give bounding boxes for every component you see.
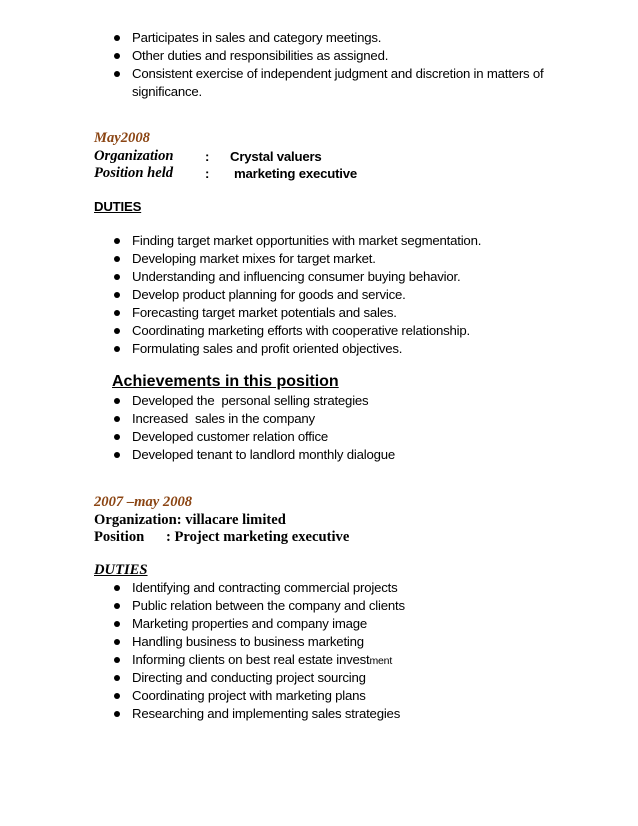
- list-item: Coordinating project with marketing plans: [112, 687, 405, 705]
- list-item: Researching and implementing sales strategies: [112, 705, 405, 723]
- achievements-heading: Achievements in this position: [112, 373, 339, 390]
- list-item: Consistent exercise of independent judgment and discretion in matters of significance.: [112, 65, 544, 101]
- list-item: Understanding and influencing consumer buying behavior.: [112, 268, 481, 286]
- achievements-list: [112, 392, 395, 464]
- list-item: Handling business to business marketing: [112, 633, 405, 651]
- list-item: Developing market mixes for target market.: [112, 250, 481, 268]
- list-item: Developed tenant to landlord monthly dialogue: [112, 446, 395, 464]
- list-item: Identifying and contracting commercial projects: [112, 579, 405, 597]
- job1-org-value: Crystal valuers: [230, 149, 322, 164]
- list-item: Formulating sales and profit oriented objectives.: [112, 340, 481, 358]
- list-item: Develop product planning for goods and service.: [112, 286, 481, 304]
- job1-position-value: marketing executive: [234, 166, 358, 181]
- job1-position-label: Position held: [94, 165, 174, 181]
- job1-org-sep: :: [205, 149, 210, 164]
- job1-org-label: Organization: [94, 148, 174, 164]
- list-item: Directing and conducting project sourcing: [112, 669, 405, 687]
- intro-bullet-list: [112, 29, 544, 101]
- list-item: Increased sales in the company: [112, 410, 395, 428]
- job2-org-line: Organization: villacare limited: [94, 512, 286, 528]
- job1-duties-heading: DUTIES: [94, 199, 142, 214]
- list-item: Coordinating marketing efforts with cooperative relationship.: [112, 322, 481, 340]
- list-item: Developed the personal selling strategies: [112, 392, 395, 410]
- list-item: Marketing properties and company image: [112, 615, 405, 633]
- job2-position-value: : Project marketing executive: [166, 529, 350, 545]
- job1-date: May2008: [94, 130, 150, 146]
- job2-duties-list: [112, 579, 405, 723]
- job2-position-label: Position: [94, 529, 145, 545]
- job1-duties-list: [112, 232, 481, 358]
- list-item: Public relation between the company and clients: [112, 597, 405, 615]
- job2-date: 2007 –may 2008: [94, 494, 193, 510]
- list-item: Developed customer relation office: [112, 428, 395, 446]
- list-item: Forecasting target market potentials and sales.: [112, 304, 481, 322]
- list-item: Participates in sales and category meetings.: [112, 29, 544, 47]
- list-item-text-tail: ment: [369, 655, 393, 667]
- job1-position-sep: :: [205, 166, 210, 181]
- list-item: [112, 651, 405, 669]
- list-item: Other duties and responsibilities as assigned.: [112, 47, 544, 65]
- list-item-text: Informing clients on best real estate invest: [132, 652, 370, 667]
- list-item: Finding target market opportunities with market segmentation.: [112, 232, 481, 250]
- job2-duties-heading: DUTIES: [94, 562, 148, 578]
